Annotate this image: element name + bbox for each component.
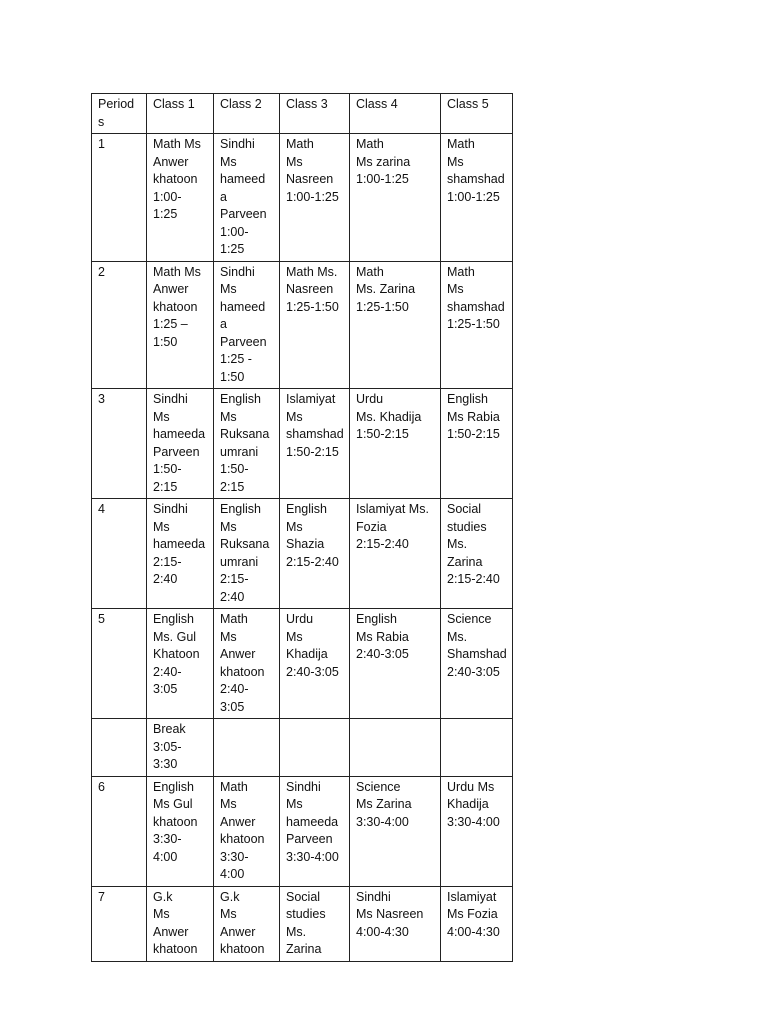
period-number: 7 [92, 886, 147, 961]
table-cell [350, 719, 441, 777]
break-row [92, 719, 513, 777]
table-cell: Science Ms. Shamshad 2:40-3:05 [441, 609, 513, 719]
table-cell: Math Ms Anwer khatoon 3:30- 4:00 [214, 776, 280, 886]
table-cell: Math Ms. Nasreen 1:25-1:50 [280, 261, 350, 389]
timetable [91, 93, 513, 962]
period-number: 4 [92, 499, 147, 609]
table-cell: English Ms Shazia 2:15-2:40 [280, 499, 350, 609]
period-number: 3 [92, 389, 147, 499]
table-cell: Islamiyat Ms. Fozia 2:15-2:40 [350, 499, 441, 609]
table-cell: Islamiyat Ms Fozia 4:00-4:30 [441, 886, 513, 961]
table-cell: Islamiyat Ms shamshad 1:50-2:15 [280, 389, 350, 499]
table-cell: Science Ms Zarina 3:30-4:00 [350, 776, 441, 886]
period-number: 1 [92, 134, 147, 262]
table-cell: G.k Ms Anwer khatoon [147, 886, 214, 961]
period-row-5 [92, 609, 513, 719]
table-cell: Math Ms zarina 1:00-1:25 [350, 134, 441, 262]
table-cell [214, 719, 280, 777]
table-cell: Sindhi Ms hameeda Parveen 1:50- 2:15 [147, 389, 214, 499]
table-cell: Math Ms shamshad 1:00-1:25 [441, 134, 513, 262]
table-cell: Math Ms Nasreen 1:00-1:25 [280, 134, 350, 262]
period-row-3 [92, 389, 513, 499]
period-row-1 [92, 134, 513, 262]
table-cell: Math Ms shamshad 1:25-1:50 [441, 261, 513, 389]
table-cell: English Ms Ruksana umrani 1:50- 2:15 [214, 389, 280, 499]
table-cell: English Ms Rabia 2:40-3:05 [350, 609, 441, 719]
header-class-1: Class 1 [147, 94, 214, 134]
header-class-4: Class 4 [350, 94, 441, 134]
period-number: 5 [92, 609, 147, 719]
table-cell: Math Ms. Zarina 1:25-1:50 [350, 261, 441, 389]
table-cell: English Ms Gul khatoon 3:30- 4:00 [147, 776, 214, 886]
period-row-2 [92, 261, 513, 389]
period-number: 6 [92, 776, 147, 886]
break-cell: Break 3:05- 3:30 [147, 719, 214, 777]
table-cell: Urdu Ms. Khadija 1:50-2:15 [350, 389, 441, 499]
table-cell: Sindhi Ms hameed a Parveen 1:25 - 1:50 [214, 261, 280, 389]
table-cell: Sindhi Ms hameeda 2:15- 2:40 [147, 499, 214, 609]
header-row [92, 94, 513, 134]
table-cell: Math Ms Anwer khatoon 2:40- 3:05 [214, 609, 280, 719]
period-number: 2 [92, 261, 147, 389]
table-cell: Sindhi Ms hameed a Parveen 1:00- 1:25 [214, 134, 280, 262]
table-cell: Social studies Ms. Zarina 2:15-2:40 [441, 499, 513, 609]
table-cell: Sindhi Ms hameeda Parveen 3:30-4:00 [280, 776, 350, 886]
table-cell: Math Ms Anwer khatoon 1:00- 1:25 [147, 134, 214, 262]
period-row-7 [92, 886, 513, 961]
table-cell: Sindhi Ms Nasreen 4:00-4:30 [350, 886, 441, 961]
header-class-3: Class 3 [280, 94, 350, 134]
table-cell: Urdu Ms Khadija 3:30-4:00 [441, 776, 513, 886]
table-cell: Urdu Ms Khadija 2:40-3:05 [280, 609, 350, 719]
period-row-4 [92, 499, 513, 609]
table-cell: G.k Ms Anwer khatoon [214, 886, 280, 961]
table-cell: English Ms Ruksana umrani 2:15- 2:40 [214, 499, 280, 609]
table-cell: Math Ms Anwer khatoon 1:25 – 1:50 [147, 261, 214, 389]
header-period: Period s [92, 94, 147, 134]
table-cell: Social studies Ms. Zarina [280, 886, 350, 961]
header-class-2: Class 2 [214, 94, 280, 134]
table-cell [441, 719, 513, 777]
table-cell: English Ms. Gul Khatoon 2:40- 3:05 [147, 609, 214, 719]
period-number [92, 719, 147, 777]
period-row-6 [92, 776, 513, 886]
table-cell: English Ms Rabia 1:50-2:15 [441, 389, 513, 499]
table-cell [280, 719, 350, 777]
header-class-5: Class 5 [441, 94, 513, 134]
